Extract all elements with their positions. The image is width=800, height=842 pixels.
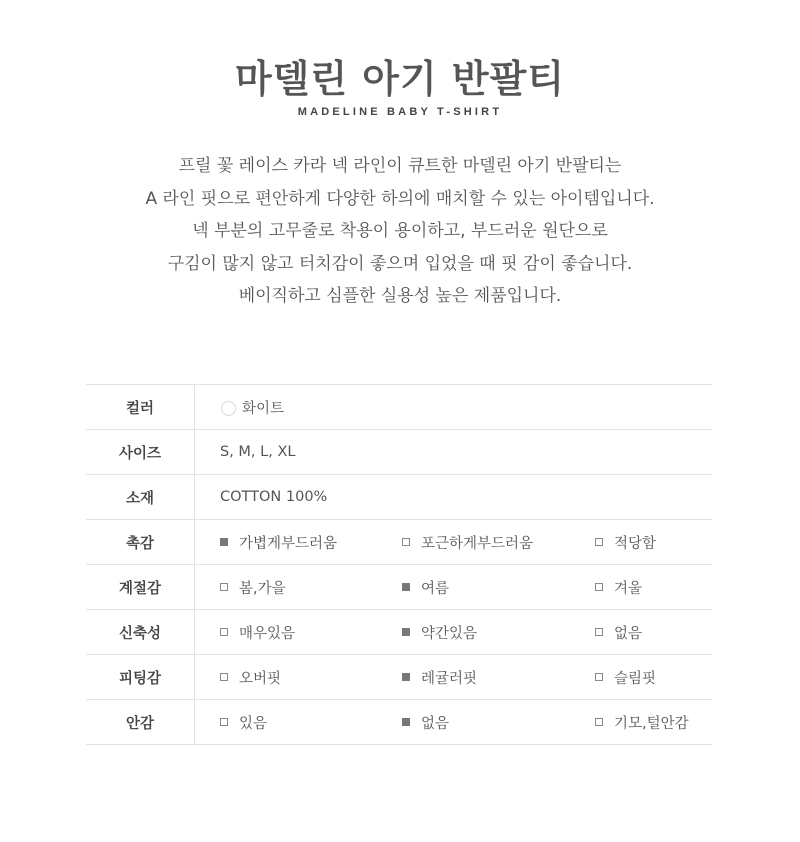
checkbox-empty-icon xyxy=(595,718,603,726)
spec-option: 적당함 xyxy=(595,532,656,553)
spec-option: 여름 xyxy=(402,577,595,598)
spec-option: 슬림핏 xyxy=(595,667,656,688)
spec-label: 안감 xyxy=(86,700,195,745)
description-line: A 라인 핏으로 편안하게 다양한 하의에 매치할 수 있는 아이템입니다. xyxy=(145,188,655,209)
spec-value: S, M, L, XL xyxy=(195,430,713,475)
checkbox-checked-icon xyxy=(402,718,410,726)
checkbox-empty-icon xyxy=(402,538,410,546)
spec-label: 소재 xyxy=(86,475,195,520)
spec-row-stretch xyxy=(86,610,712,655)
checkbox-empty-icon xyxy=(220,628,228,636)
spec-value: 화이트 xyxy=(242,400,285,417)
description-line: 넥 부분의 고무줄로 착용이 용이하고, 부드러운 원단으로 xyxy=(192,221,608,241)
description-line: 구김이 많지 않고 터치감이 좋으며 입었을 때 핏 감이 좋습니다. xyxy=(167,253,633,274)
spec-value: COTTON 100% xyxy=(195,475,713,520)
spec-option: 포근하게부드러움 xyxy=(402,532,595,553)
spec-row-lining xyxy=(86,700,712,745)
spec-option: 기모,털안감 xyxy=(595,712,689,733)
spec-label: 사이즈 xyxy=(86,430,195,475)
checkbox-checked-icon xyxy=(220,538,228,546)
spec-option: 가볍게부드러움 xyxy=(220,532,402,553)
checkbox-checked-icon xyxy=(402,673,410,681)
spec-option: 오버핏 xyxy=(220,667,402,688)
checkbox-empty-icon xyxy=(595,673,603,681)
description-line: 프릴 꽃 레이스 카라 넥 라인이 큐트한 마델린 아기 반팔티는 xyxy=(178,156,622,176)
checkbox-empty-icon xyxy=(595,628,603,636)
spec-row-fit xyxy=(86,655,712,700)
product-description xyxy=(0,150,800,313)
checkbox-empty-icon xyxy=(220,718,228,726)
spec-row-material xyxy=(86,475,712,520)
checkbox-empty-icon xyxy=(595,538,603,546)
color-swatch-icon xyxy=(221,401,236,416)
spec-label: 신축성 xyxy=(86,610,195,655)
spec-label: 컬러 xyxy=(86,385,195,430)
spec-label: 피팅감 xyxy=(86,655,195,700)
spec-option: 있음 xyxy=(220,712,402,733)
spec-option: 약간있음 xyxy=(402,622,595,643)
spec-option: 없음 xyxy=(402,712,595,733)
checkbox-checked-icon xyxy=(402,583,410,591)
product-subtitle: MADELINE BABY T-SHIRT xyxy=(297,106,503,118)
spec-label: 계절감 xyxy=(86,565,195,610)
spec-row-touch xyxy=(86,520,712,565)
spec-option: 매우있음 xyxy=(220,622,402,643)
checkbox-empty-icon xyxy=(220,583,228,591)
checkbox-empty-icon xyxy=(220,673,228,681)
product-title: 마델린 아기 반팔티 xyxy=(234,57,566,101)
spec-row-color xyxy=(86,385,712,430)
spec-table xyxy=(86,384,712,745)
spec-row-season xyxy=(86,565,712,610)
spec-row-size xyxy=(86,430,712,475)
checkbox-empty-icon xyxy=(595,583,603,591)
spec-option: 겨울 xyxy=(595,577,642,598)
spec-option: 봄,가을 xyxy=(220,577,402,598)
spec-option: 없음 xyxy=(595,622,642,643)
checkbox-checked-icon xyxy=(402,628,410,636)
description-line: 베이직하고 심플한 실용성 높은 제품입니다. xyxy=(238,286,562,306)
spec-label: 촉감 xyxy=(86,520,195,565)
spec-option: 레귤러핏 xyxy=(402,667,595,688)
